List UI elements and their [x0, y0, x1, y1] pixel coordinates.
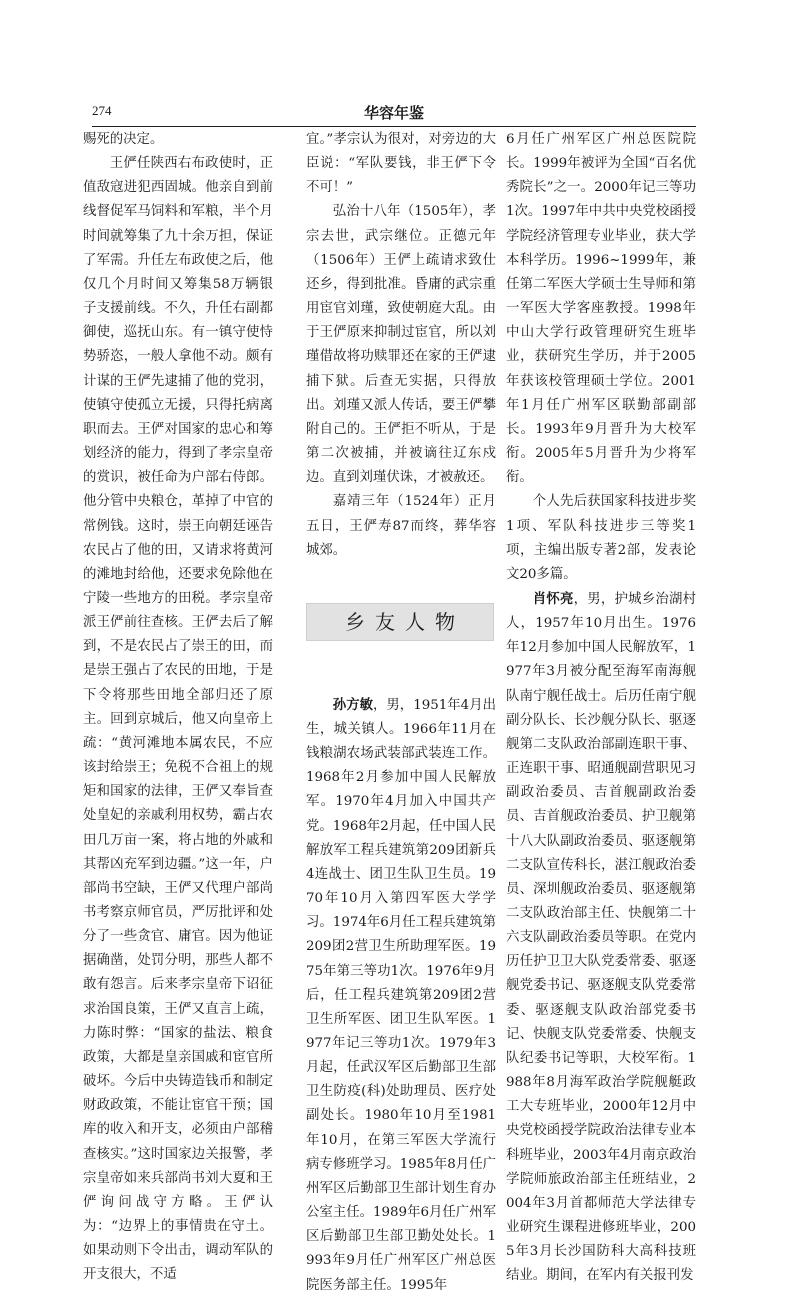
paragraph: 6月任广州军区广州总医院院长。1999年被评为全国“百名优秀院长”之一。2000年记三等功1次。1997年中共中央党校函授学院经济管理专业毕业，获大学本科学历。1996~1999年，兼任第二军医大学硕士生导师和第一军医大学客座教授。1998年中山大学行政管理研究生班毕业，获研究生学历，并于2005年获该校管理硕士学位。2001年1月任广州军区联勤部副部长。1993年9月晋升为大校军衔。2005年5月晋升为少将军衔。 — [506, 132, 696, 486]
paragraph: 赐死的决定。 — [83, 132, 164, 147]
header-rule — [92, 126, 696, 127]
running-title: 华容年鉴 — [363, 104, 424, 122]
column-3 — [506, 128, 696, 1289]
section-heading: 乡友人物 — [306, 603, 494, 641]
column-1 — [83, 128, 273, 1288]
biography-entry — [306, 693, 496, 1298]
paragraph: 个人先后获国家科技进步奖1项、军队科技进步三等奖1项，主编出版专著2部，发表论文20多篇。 — [506, 494, 696, 582]
person-name: 孙方敏 — [332, 696, 373, 713]
biography-entry — [506, 587, 696, 1289]
paragraph: 王俨任陕西右布政使时，正值敌寇进犯西固城。他亲自到前线督促军马饲料和军粮，半个月时间就筹集了九十余万担，保证了军需。升任左布政使之后，他仅几个月时间又筹集58万辆银子支援前线。不久，升任右副都御使，巡抚山东。有一镇守使恃势骄恣，一般人拿他不动。颇有计谋的王俨先逮捕了他的党羽，使镇守使孤立无援，只得托病离职而去。王俨对国家的忠心和筹划经济的能力，得到了孝宗皇帝的赏识，被任命为户部右侍郎。他分管中央粮仓，革掉了中官的常例钱。这时，崇王向朝廷诬告农民占了他的田，又请求将黄河的滩地封给他，还要求免除他在宁陵一些地方的田税。孝宗皇帝派王俨前往查核。王俨去后了解到，不是农民占了崇王的田，而是崇王强占了农民的田地，于是下令将那些田地全部归还了原主。回到京城后，他又向皇帝上疏：“黄河滩地本属农民，不应该封给崇王；免税不合祖上的规矩和国家的法律，王俨又奉旨查处皇妃的亲戚利用权势，霸占农田几万亩一案，将占地的外戚和其帮凶充军到边疆。”这一年，户部尚书空缺，王俨又代理户部尚书考察京师官员，严厉批评和处分了一些贪官、庸官。因为他证据确凿，处罚分明，那些人都不敢有怨言。后来孝宗皇帝下诏征求治国良策，王俨又直言上疏，力陈时弊：“国家的盐法、粮食政策，大都是皇亲国戚和宦官所破坏。今后中央铸造钱币和制定财政政策，不能让宦官干预；国库的收入和开支，必须由户部稽查核实。”这时国家边关报警，孝宗皇帝如来兵部尚书刘大夏和王俨询问战守方略。王俨认为：“边界上的事情贵在守土。如果动则下令出击，调动军队的开支很大，不适 — [83, 156, 273, 1283]
biography-text: ，男，护城乡治湖村人，1957年10月出生。1976年12月参加中国人民解放军，1977年3月被分配至海军南海舰队南宁舰任战士。后历任南宁舰副分队长、长沙舰分队长、驱逐舰第二支队政治部副连职干事、正连职干事、昭通舰副营职见习副政治委员、吉首舰副政治委员、吉首舰政治委员、护卫舰第十八大队副政治委员、驱逐舰第二支队宣传科长，湛江舰政治委员、深圳舰政治委员、驱逐舰第二支队政治部主任、快舰第二十六支队副政治委员等职。在党内历任护卫卫大队党委常委、驱逐舰党委书记、驱逐舰支队党委常委、驱逐舰支队政治部党委书记、快舰支队党委常委、快舰支队纪委书记等职，大校军衔。1988年8月海军政治学院舰艇政工大专班毕业，2000年12月中央党校函授学院政治法律专业本科班毕业，2003年4月南京政治学院师旅政治部主任班结业，2004年3月首都师范大学法律专业研究生课程进修班毕业，2005年3月长沙国防科大高科技班结业。期间，在军内有关报刊发 — [506, 591, 697, 1284]
paragraph: 弘治十八年（1505年），孝宗去世，武宗继位。正德元年（1506年）王俨上疏请求致仕还乡，得到批准。昏庸的武宗重用宦官刘瑾，致使朝庭大乱。由于王俨原来抑制过宦官，所以刘瑾借故将功赎罪还在家的王俨逮捕下狱。后查无实据，只得放出。刘瑾又派人传话，要王俨攀附自己的。王俨拒不听从，于是第二次被捕，并被谪往辽东戍边。直到刘瑾伏诛，才被赦还。 — [306, 204, 496, 486]
column-2 — [306, 128, 496, 1298]
person-name: 肖怀亮 — [532, 590, 574, 607]
paragraph: 嘉靖三年（1524年）正月五日，王俨寿87而终，葬华容城郊。 — [306, 494, 496, 558]
page-number: 274 — [92, 103, 112, 118]
page-header — [92, 103, 696, 125]
paragraph: 宜。”孝宗认为很对，对旁边的大臣说：“军队要钱，非王俨下令不可！” — [306, 132, 496, 196]
biography-text: ，男，1951年4月出生，城关镇人。1966年11月在钱粮湖农场武装部武装连工作。1968年2月参加中国人民解放军。1970年4月加入中国共产党。1968年2月起，任中国人民解放军工程兵建筑第209团新兵4连战士、团卫生队卫生员。1970年10月入第四军医大学学习。1974年6月任工程兵建筑第209团2营卫生所助理军医。1975年第三等功1次。1976年9月后，任工程兵建筑第209团2营卫生所军医、团卫生队军医。1977年记三等功1次。1979年3月起，任武汉军区后勤部卫生部卫生防疫(科)处助理员、医疗处副处长。1980年10月至1981年10月，在第三军医大学流行病专修班学习。1985年8月任广州军区后勤部卫生部计划生育办公室主任。1989年6月任广州军区后勤部卫生部卫勤处处长。1993年9月任广州军区广州总医院医务部主任。1995年 — [306, 697, 496, 1293]
